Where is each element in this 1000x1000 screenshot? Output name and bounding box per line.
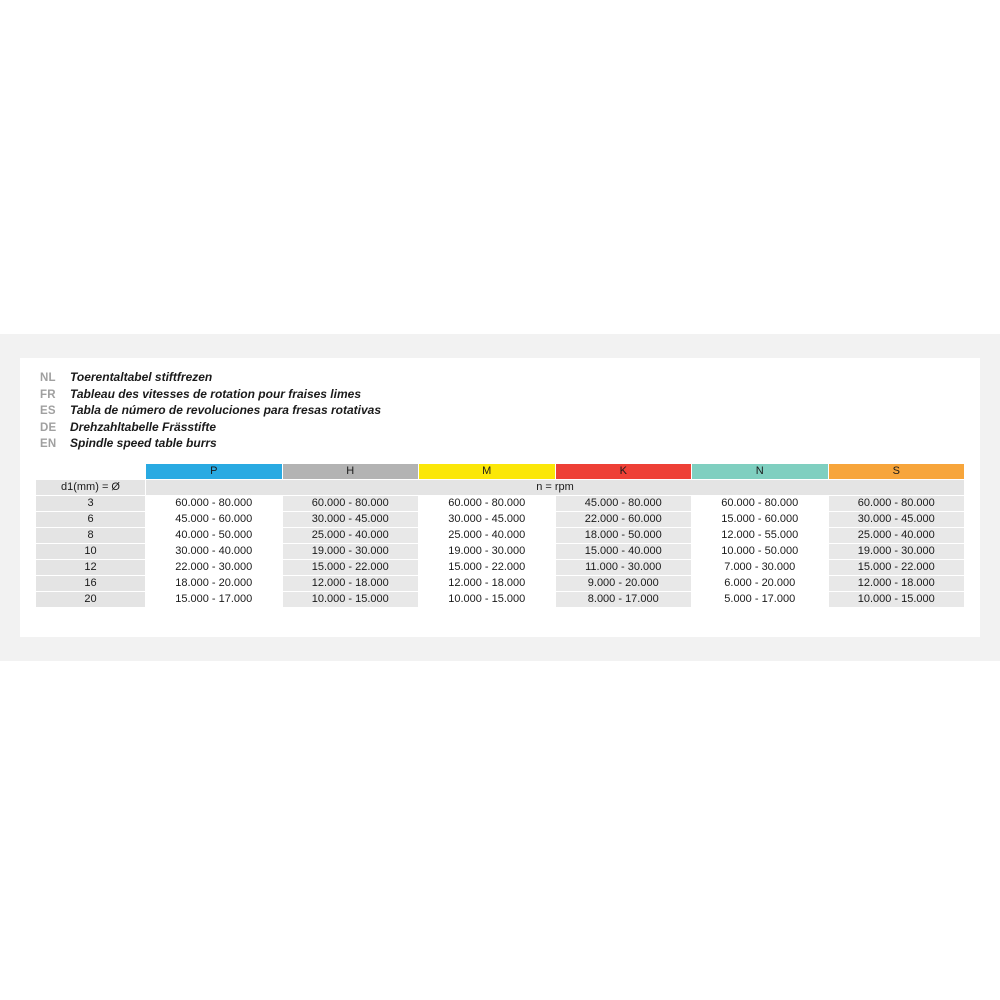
group-header-h: H	[282, 464, 419, 480]
cell-value: 15.000 - 17.000	[146, 592, 283, 608]
cell-value: 18.000 - 50.000	[555, 528, 692, 544]
legend-text: Tableau des vitesses de rotation pour fraises limes	[70, 386, 361, 401]
table-row	[36, 576, 965, 592]
cell-value: 10.000 - 15.000	[419, 592, 556, 608]
legend-text: Tabla de número de revoluciones para fresas rotativas	[70, 403, 382, 417]
cell-value: 19.000 - 30.000	[282, 544, 419, 560]
cell-value: 15.000 - 60.000	[692, 512, 829, 528]
group-header-n: N	[692, 464, 829, 480]
cell-value: 60.000 - 80.000	[282, 496, 419, 512]
cell-value: 12.000 - 18.000	[828, 576, 965, 592]
table-row	[36, 528, 965, 544]
cell-value: 10.000 - 15.000	[828, 592, 965, 608]
legend-code: FR	[40, 388, 56, 401]
legend-text: Spindle speed table burrs	[70, 436, 217, 450]
cell-value: 18.000 - 20.000	[146, 576, 283, 592]
legend-code: DE	[40, 421, 57, 434]
speed-table-card	[20, 358, 980, 637]
legend-text: Toerentaltabel stiftfrezen	[70, 370, 213, 384]
table-row	[36, 512, 965, 528]
legend-text: Drehzahltabelle Frässtifte	[70, 419, 217, 434]
cell-value: 25.000 - 40.000	[828, 528, 965, 544]
row-label: 6	[36, 512, 146, 528]
row-label: 12	[36, 560, 146, 576]
row-label: 8	[36, 528, 146, 544]
table-row	[36, 496, 965, 512]
table-row	[36, 544, 965, 560]
cell-value: 30.000 - 45.000	[419, 512, 556, 528]
table-group-header-row	[36, 464, 965, 480]
cell-value: 40.000 - 50.000	[146, 528, 283, 544]
cell-value: 25.000 - 40.000	[419, 528, 556, 544]
cell-value: 6.000 - 20.000	[692, 576, 829, 592]
cell-value: 10.000 - 15.000	[282, 592, 419, 608]
cell-value: 45.000 - 60.000	[146, 512, 283, 528]
cell-value: 30.000 - 45.000	[282, 512, 419, 528]
cell-value: 12.000 - 18.000	[419, 576, 556, 592]
cell-value: 9.000 - 20.000	[555, 576, 692, 592]
cell-value: 15.000 - 40.000	[555, 544, 692, 560]
header-unit-label: n = rpm	[146, 480, 965, 496]
table-row	[36, 560, 965, 576]
cell-value: 25.000 - 40.000	[282, 528, 419, 544]
table-subheader-row	[36, 480, 965, 496]
cell-value: 60.000 - 80.000	[828, 496, 965, 512]
legend-row	[40, 420, 381, 437]
row-label: 16	[36, 576, 146, 592]
cell-value: 22.000 - 30.000	[146, 560, 283, 576]
legend-row	[40, 370, 381, 387]
header-d1-label: d1(mm) = Ø	[36, 480, 146, 496]
group-header-p: P	[146, 464, 283, 480]
cell-value: 60.000 - 80.000	[146, 496, 283, 512]
cell-value: 10.000 - 50.000	[692, 544, 829, 560]
header-corner-blank	[36, 464, 146, 480]
group-header-k: K	[555, 464, 692, 480]
cell-value: 7.000 - 30.000	[692, 560, 829, 576]
group-header-s: S	[828, 464, 965, 480]
legend-row	[40, 403, 381, 420]
cell-value: 8.000 - 17.000	[555, 592, 692, 608]
legend-code: EN	[40, 438, 57, 450]
legend-row	[40, 387, 381, 404]
cell-value: 5.000 - 17.000	[692, 592, 829, 608]
cell-value: 19.000 - 30.000	[419, 544, 556, 560]
cell-value: 15.000 - 22.000	[282, 560, 419, 576]
legend-block	[40, 370, 381, 453]
cell-value: 11.000 - 30.000	[555, 560, 692, 576]
cell-value: 19.000 - 30.000	[828, 544, 965, 560]
legend-row	[40, 436, 381, 453]
legend-code: ES	[40, 405, 56, 417]
row-label: 10	[36, 544, 146, 560]
row-label: 3	[36, 496, 146, 512]
cell-value: 60.000 - 80.000	[419, 496, 556, 512]
cell-value: 12.000 - 55.000	[692, 528, 829, 544]
cell-value: 30.000 - 45.000	[828, 512, 965, 528]
cell-value: 45.000 - 80.000	[555, 496, 692, 512]
spindle-speed-table	[35, 463, 965, 608]
cell-value: 12.000 - 18.000	[282, 576, 419, 592]
legend-code: NL	[40, 372, 56, 384]
table-row	[36, 592, 965, 608]
cell-value: 30.000 - 40.000	[146, 544, 283, 560]
row-label: 20	[36, 592, 146, 608]
group-header-m: M	[419, 464, 556, 480]
cell-value: 22.000 - 60.000	[555, 512, 692, 528]
cell-value: 15.000 - 22.000	[828, 560, 965, 576]
cell-value: 15.000 - 22.000	[419, 560, 556, 576]
cell-value: 60.000 - 80.000	[692, 496, 829, 512]
